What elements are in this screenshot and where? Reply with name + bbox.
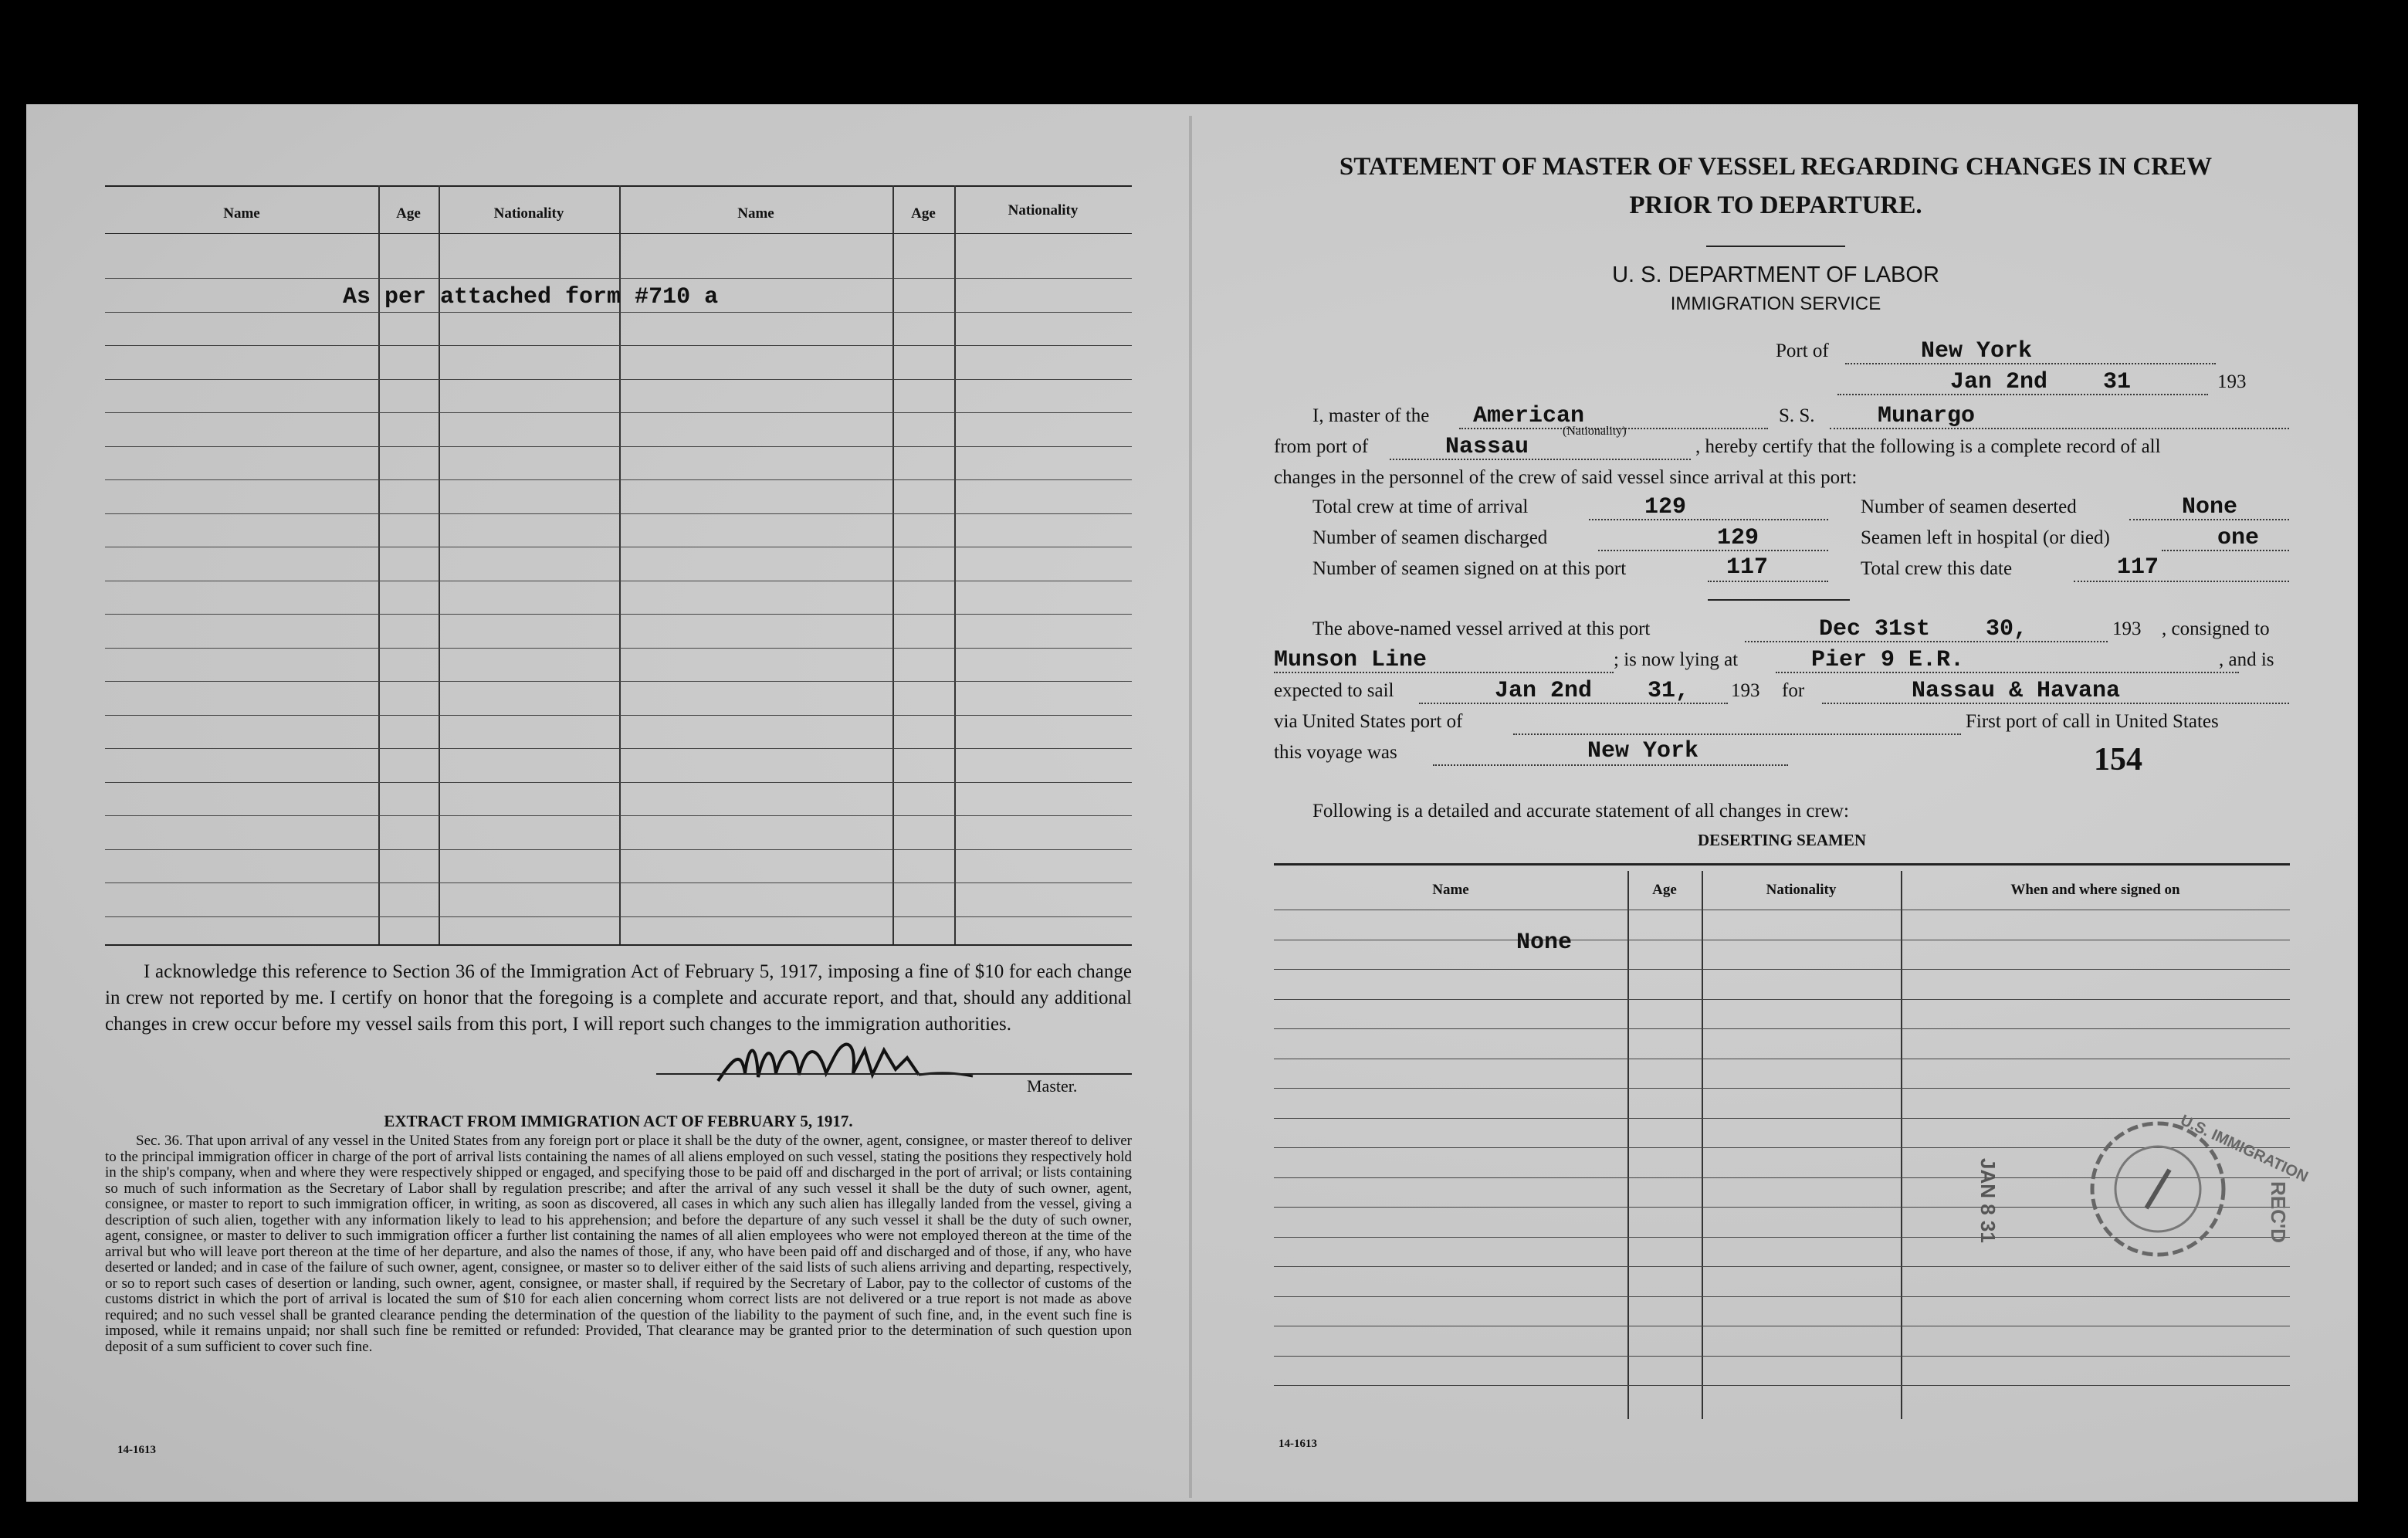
table-row-line	[105, 412, 1132, 413]
total-crew-arrival-value: 129	[1644, 494, 1687, 520]
master-signature-line	[656, 1073, 1132, 1075]
changes-text: changes in the personnel of the crew of said vessel since arrival at this port:	[1274, 467, 1858, 488]
seamen-discharged-value: 129	[1717, 525, 1759, 551]
table-row-line	[105, 715, 1132, 716]
year-prefix: 193	[2217, 371, 2247, 392]
port-value: New York	[1921, 338, 2033, 364]
table-row-line	[1274, 1028, 2290, 1029]
table-row-line	[1274, 1356, 2290, 1357]
form-title-2: PRIOR TO DEPARTURE.	[1629, 191, 1922, 219]
col-signed-on: When and where signed on	[2010, 882, 2180, 898]
received-date-stamp: JAN 8 31	[1976, 1158, 2000, 1243]
col-name-2: Name	[737, 205, 774, 222]
recd-stamp: REC'D	[2267, 1181, 2290, 1243]
col-age: Age	[1652, 882, 1677, 898]
consignee-value: Munson Line	[1274, 647, 1428, 673]
col-age-1: Age	[396, 205, 421, 222]
port-label: Port of	[1776, 340, 1829, 361]
stamp-number: 154	[2094, 742, 2142, 777]
master-of-label: I, master of the	[1312, 405, 1430, 426]
voyage-value: New York	[1587, 738, 1699, 764]
for-label: for	[1782, 680, 1805, 701]
date-value: Jan 2nd 31	[1950, 369, 2132, 395]
torn-edge	[154, 46, 2316, 154]
col-nationality-2: Nationality	[1008, 202, 1079, 219]
left-form-number: 14-1613	[117, 1444, 156, 1456]
table-row-line	[105, 882, 1132, 883]
arrived-label: The above-named vessel arrived at this port	[1312, 618, 1651, 639]
ss-label: S. S.	[1779, 405, 1815, 426]
for-value: Nassau & Havana	[1912, 678, 2121, 704]
table-row-line	[105, 648, 1132, 649]
extract-text: Sec. 36. That upon arrival of any vessel in the United States from any foreign port or place it shall be the duty of the owner, agent, consignee, or master thereof to deliver to the principal immigration officer in charge of the port of arrival lists containing the names of all aliens employed on such vessel, stating the positions they respectively hold in the ship's company, when and where they were respectively shipped or engaged, and specifying those to be paid off and discharged in the port of arrival; or lists containing so much of such information as the Secretary of Labor shall by regulation prescribe; and after the arrival of any such vessel it shall be the duty of such owner, agent, consignee, or master to report to such immigration officer, in writing, as soon as discovered, all cases in which any such alien has illegally landed from the vessel, giving a description of such alien, together with any information likely to lead to his apprehension; and before the departure of any such vessel it shall be the duty of such owner, agent, consignee, or master to deliver to such immigration officer a further list containing the names of all alien employees who were not employed thereon at the time of the arrival but who will leave port thereon at the time of her departure, and also the names of those, if any, who have been paid off and discharged and of those, if any, who have deserted or landed; and in case of the failure of such owner, agent, consignee, or master so to deliver either of the said lists of such aliens arriving and departing, respectively, or so to report such cases of desertion or landing, such owner, agent, consignee, or master shall, if required by the Secretary of Labor, pay to the collector of customs of the customs district in which the port of arrival is located the sum of $10 for each alien concerning whom correct lists are not delivered or a true report is not made as above required; and no such vessel shall be granted clearance pending the determination of the question of the liability to the payment of such fine, and, in the event such fine is imposed, while it remains unpaid; nor shall such fine be remitted or refunded: Provided, That clearance may be granted prior to the determination of such question upon deposit of a sum sufficient to cover such fine.	[105, 1133, 1132, 1355]
expected-value: Jan 2nd 31,	[1495, 678, 1690, 704]
table-row-line	[1274, 1088, 2290, 1089]
certify-text: , hereby certify that the following is a complete record of all	[1695, 436, 2161, 457]
deserting-value: None	[1516, 930, 1573, 956]
table-row-line	[105, 849, 1132, 850]
and-is-label: , and is	[2219, 649, 2274, 670]
via-label: via United States port of	[1274, 711, 1463, 732]
table-row-line	[105, 379, 1132, 380]
expected-year-prefix: 193	[1731, 680, 1760, 701]
seamen-deserted-value: None	[2182, 494, 2238, 520]
following-text: Following is a detailed and accurate statement of all changes in crew:	[1312, 801, 1849, 822]
arrived-year-prefix: 193	[2112, 618, 2142, 639]
table-row-line	[105, 614, 1132, 615]
immigration-stamp-text: U.S. IMMIGRATION	[2177, 1112, 2311, 1186]
ship-value: Munargo	[1878, 403, 1976, 429]
seamen-deserted-label: Number of seamen deserted	[1861, 496, 2077, 517]
total-crew-arrival-label: Total crew at time of arrival	[1312, 496, 1529, 517]
table-row-line	[1274, 999, 2290, 1000]
table-row-line	[1274, 1385, 2290, 1386]
form-title-1: STATEMENT OF MASTER OF VESSEL REGARDING CHANGES IN CREW	[1339, 153, 2213, 181]
extract-title: EXTRACT FROM IMMIGRATION ACT OF FEBRUARY 5, 1917.	[384, 1112, 853, 1130]
department-name: U. S. DEPARTMENT OF LABOR	[1612, 263, 1939, 287]
col-age-2: Age	[911, 205, 936, 222]
table-row-line	[1274, 1266, 2290, 1267]
table-row-line	[105, 916, 1132, 917]
service-name: IMMIGRATION SERVICE	[1670, 293, 1881, 314]
signed-on-value: 117	[1726, 554, 1769, 581]
master-signature	[710, 1027, 1065, 1096]
nationality-value: American	[1473, 403, 1585, 429]
table-row-line	[105, 681, 1132, 682]
arrived-value: Dec 31st 30,	[1819, 616, 2028, 642]
table-row-line	[105, 345, 1132, 346]
table-row-line	[105, 446, 1132, 447]
table-row-line	[105, 513, 1132, 514]
right-form-number: 14-1613	[1279, 1438, 1317, 1450]
attached-form-note: As per attached form #710 a	[343, 284, 719, 310]
col-name-1: Name	[223, 205, 260, 222]
first-port-label: First port of call in United States	[1966, 711, 2219, 732]
table-row-line	[1274, 1296, 2290, 1297]
acknowledgement-text: I acknowledge this reference to Section 36 of the Immigration Act of February 5, 1917, imposing a fine of $10 for each change in crew not reported by me. I certify on honor that the foregoing is a complete and accurate report, and that, should any additional changes in crew occur before my vessel sails from this port, I will report such changes to the immigration authorities.	[105, 961, 1132, 1035]
table-row-line	[105, 479, 1132, 480]
page-fold	[1189, 116, 1192, 1498]
table-row-line	[105, 815, 1132, 816]
consigned-label: , consigned to	[2162, 618, 2270, 639]
total-crew-date-value: 117	[2117, 554, 2159, 581]
master-label: Master.	[1027, 1076, 1078, 1096]
lying-label: ; is now lying at	[1614, 649, 1739, 670]
lying-value: Pier 9 E.R.	[1811, 647, 1965, 673]
signed-on-label: Number of seamen signed on at this port	[1312, 558, 1627, 579]
col-name: Name	[1432, 882, 1469, 898]
seamen-hospital-label: Seamen left in hospital (or died)	[1861, 527, 2110, 548]
seamen-discharged-label: Number of seamen discharged	[1312, 527, 1548, 548]
table-row-line	[105, 782, 1132, 783]
col-nationality: Nationality	[1766, 882, 1837, 898]
voyage-label: this voyage was	[1274, 742, 1397, 763]
from-port-label: from port of	[1274, 436, 1369, 457]
col-nationality-1: Nationality	[493, 205, 564, 222]
table-row-line	[1274, 969, 2290, 970]
deserting-title: DESERTING SEAMEN	[1697, 831, 1867, 849]
table-row-line	[105, 278, 1132, 279]
table-row-line	[105, 748, 1132, 749]
table-row-line	[105, 312, 1132, 313]
total-crew-date-label: Total crew this date	[1861, 558, 2013, 579]
from-port-value: Nassau	[1445, 434, 1529, 460]
seamen-hospital-value: one	[2217, 525, 2260, 551]
nationality-caption: (Nationality)	[1563, 425, 1627, 438]
expected-label: expected to sail	[1274, 680, 1394, 701]
